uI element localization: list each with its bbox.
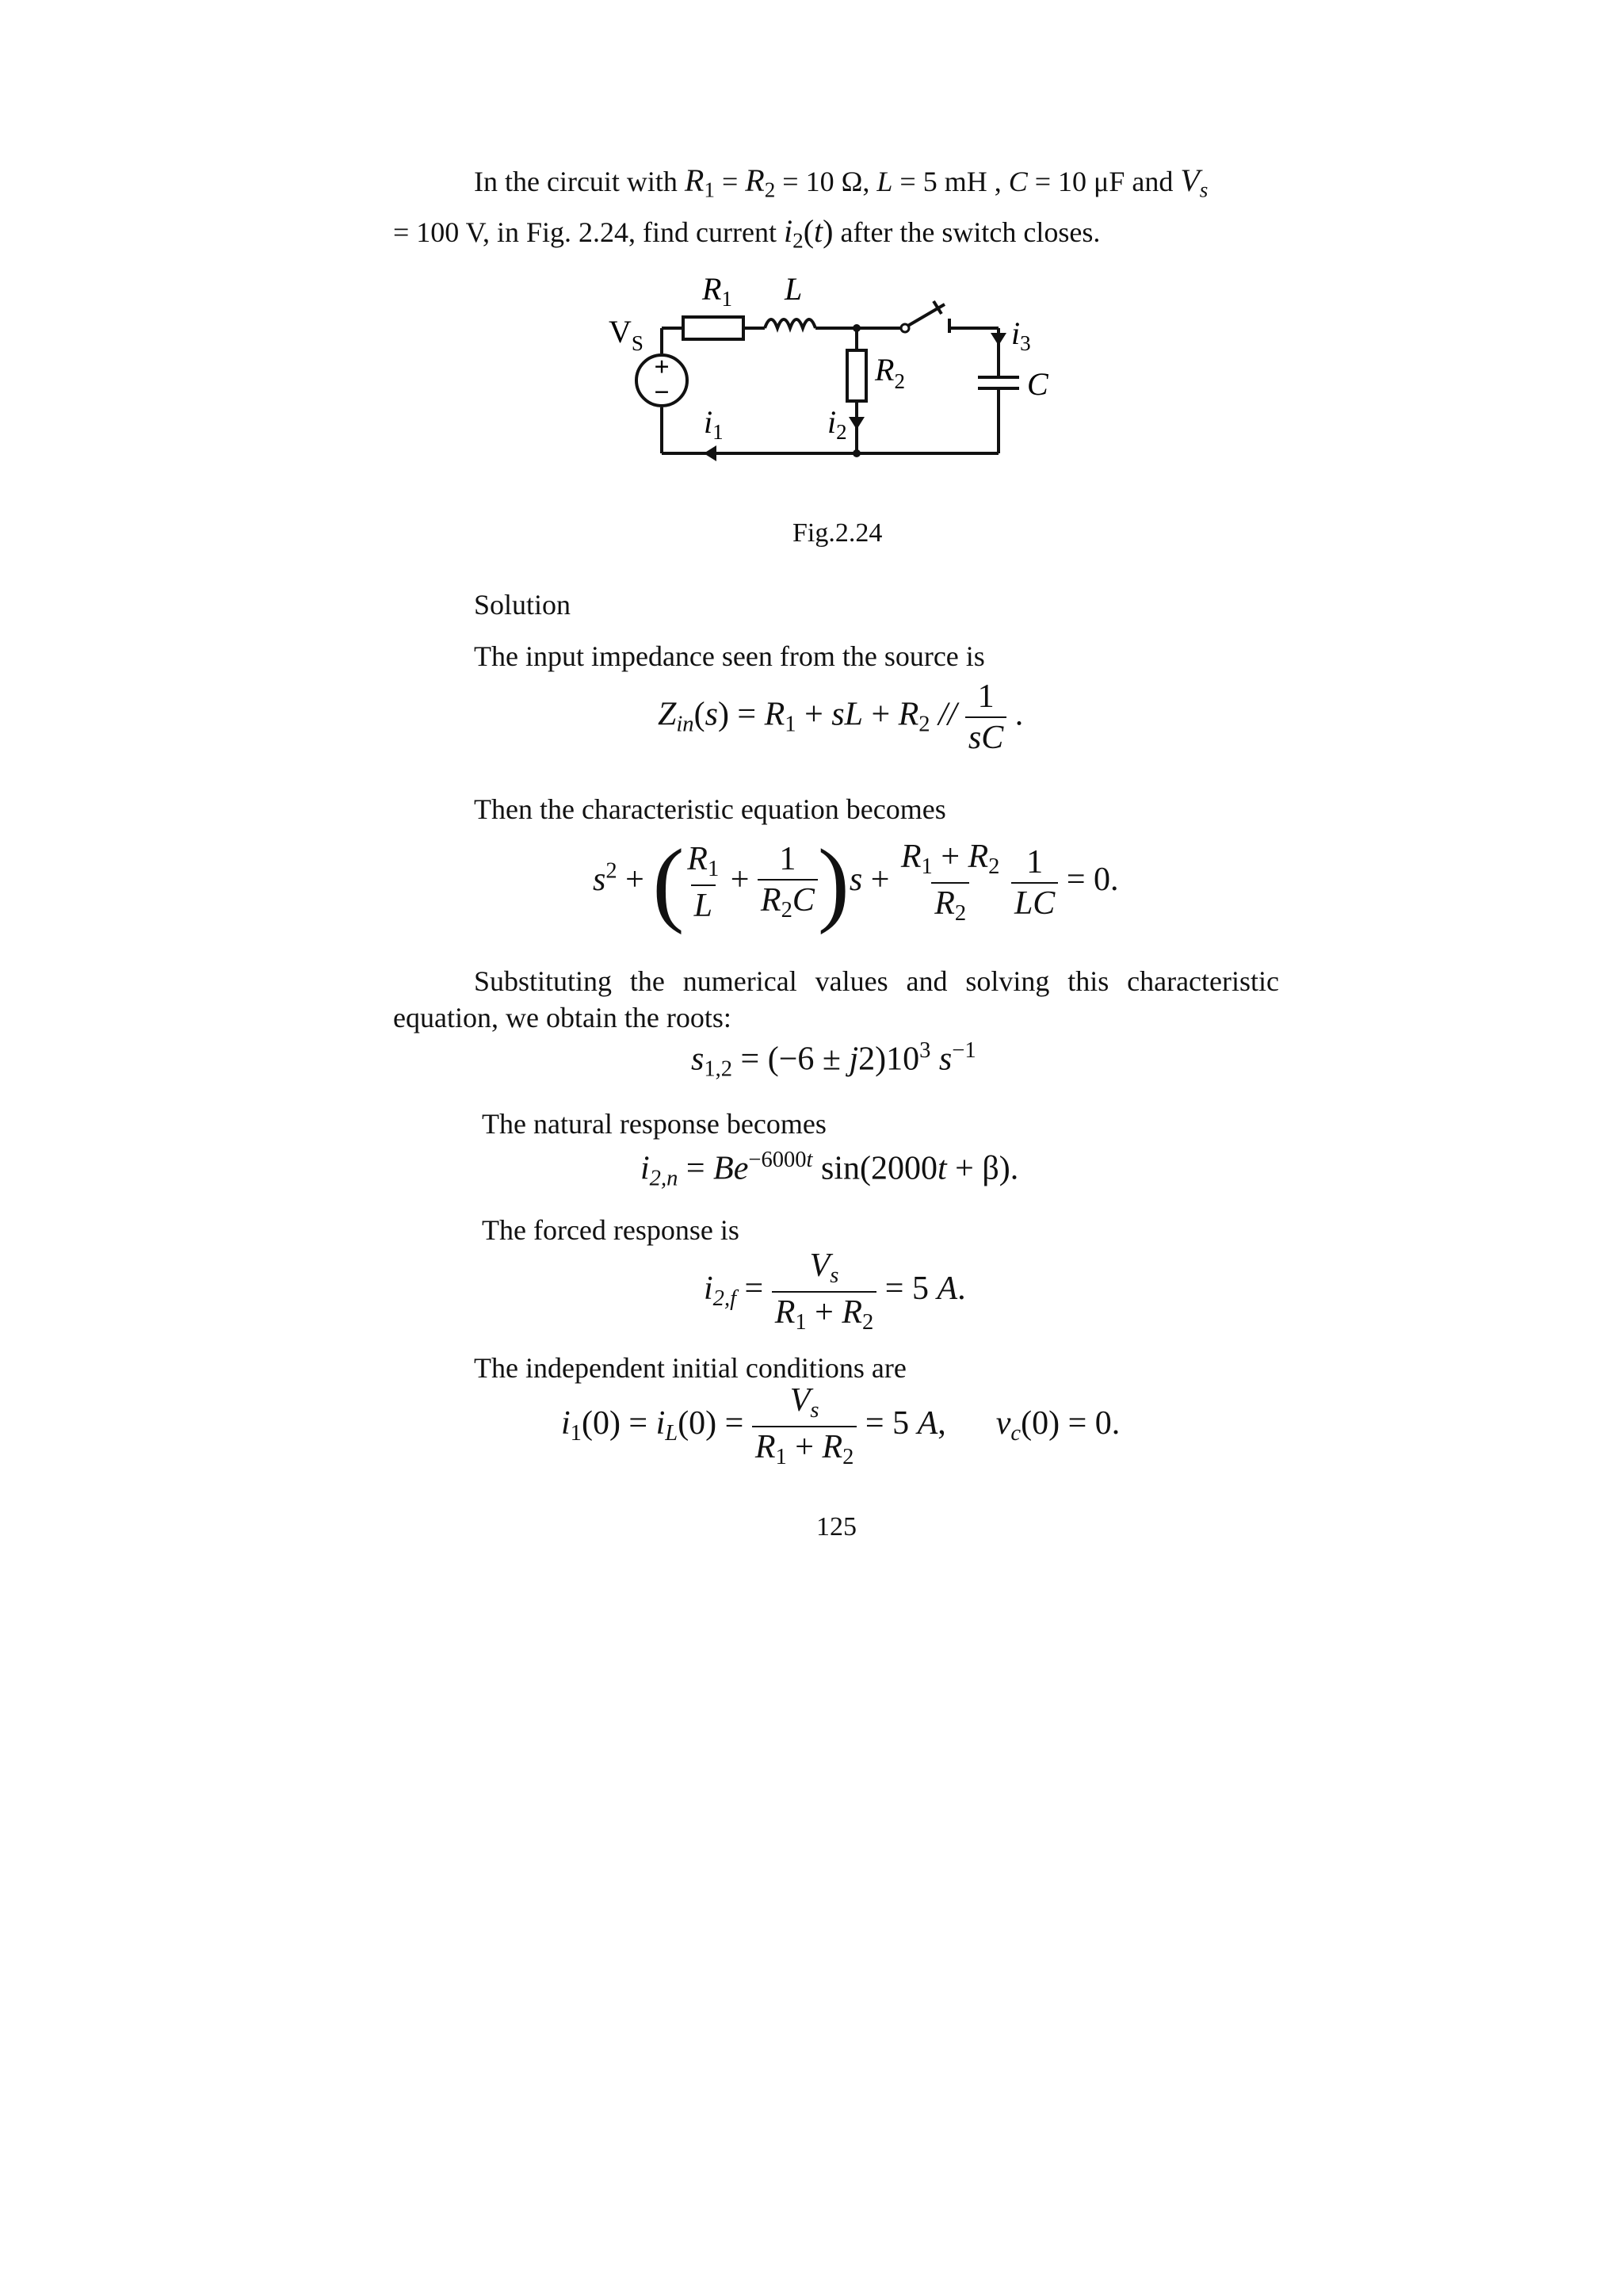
figure-caption: Fig.2.24 [792,518,883,548]
label-vs: $V_S$ [609,314,643,355]
equation-zin: $Zin(s) = R_1$ + sL + $R_2$ // $\frac{1}{sC}$ . [658,678,1024,756]
page-number: 125 [816,1512,857,1541]
subst-line-2: equation, we obtain the roots: [393,1002,731,1033]
label-i2: $i_2$ [827,404,847,444]
subst-line-1: Substituting the numerical values and solving this characteristic [474,965,1279,997]
switch-contact [901,324,909,332]
label-l: L [785,271,803,307]
forced-intro: The forced response is [482,1214,739,1246]
impedance-intro: The input impedance seen from the source is [474,640,985,672]
equation-characteristic: $s^2$ + ( $\frac{R_1}{L}$ + $\frac{1}{R_2C}$ )s + $\frac{R_1 + R_2}{R_2}$ $\frac{1}{LC}$ = 0. [593,829,1119,935]
label-i1: $i_1$ [704,404,724,444]
circuit-diagram [586,269,1078,476]
equation-forced: i2,f = $\frac{Vs}{R_1 + R_2}$ = 5 A. [704,1247,966,1335]
source-minus: − [654,378,670,407]
i3-arrow [991,333,1006,346]
label-r2: $R_2$ [875,352,905,393]
label-c: C [1027,366,1048,402]
equation-natural: $i2,n = Be^{-6000t}$ sin(2000t + β). [640,1148,1019,1191]
label-r1: $R_1$ [702,271,732,311]
initial-intro: The independent initial conditions are [474,1352,907,1384]
equation-roots: $s_{1,2} = (-6 \pm j2)10^3$ $s^{-1}$ [691,1038,976,1082]
problem-line-1: In the circuit with $R_1 = R_2 = 10$ Ω, L = 5 mH , C = 10 μF and Vs [474,162,1209,202]
i1-arrow [704,445,716,461]
natural-intro: The natural response becomes [482,1108,827,1140]
i2-arrow [849,417,865,430]
problem-line-2: = 100 V, in Fig. 2.24, find current $i_2(t)$ after the switch closes. [393,213,1101,253]
equation-initial: $i_1(0) = iL(0)$ = $\frac{Vs}{R_1 + R_2}$ = 5 A, vc(0) = 0. [561,1382,1121,1469]
solution-heading: Solution [474,589,571,621]
label-i3: $i_3$ [1011,315,1031,355]
source-plus: + [654,353,670,382]
char-eq-intro: Then the characteristic equation becomes [474,793,946,825]
